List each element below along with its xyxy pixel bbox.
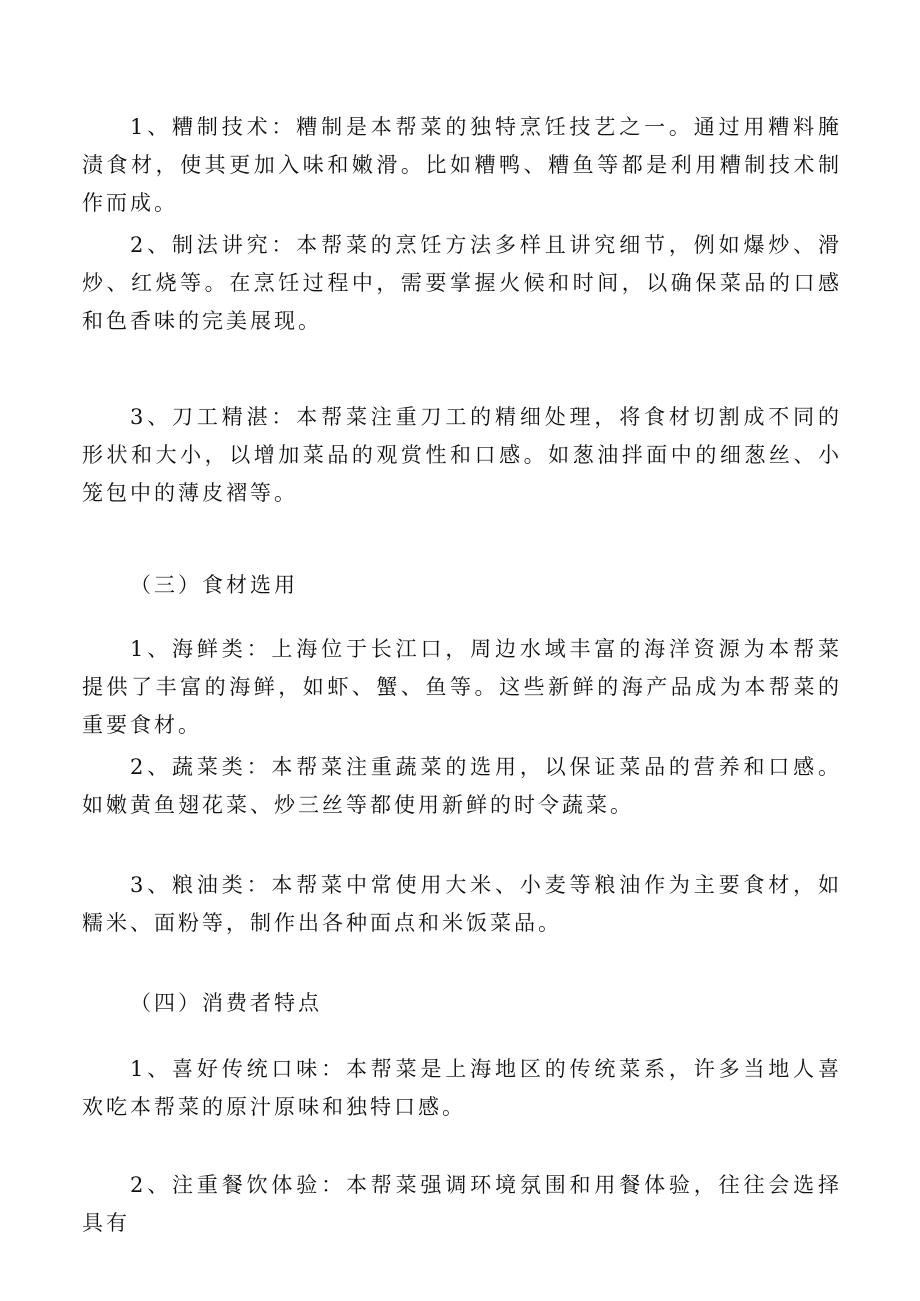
section-heading-ingredients: （三）食材选用 [130, 573, 298, 597]
paragraph-traditional-taste: 1、喜好传统口味：本帮菜是上海地区的传统菜系，许多当地人喜欢吃本帮菜的原汁原味和独特口感。 [82, 1057, 842, 1119]
paragraph-zaozhi: 1、糟制技术：糟制是本帮菜的独特烹饪技艺之一。通过用糟料腌渍食材，使其更加入味和嫩滑。比如糟鸭、糟鱼等都是利用糟制技术制作而成。 [82, 115, 842, 215]
paragraph-daogong: 3、刀工精湛：本帮菜注重刀工的精细处理，将食材切割成不同的形状和大小，以增加菜品的观赏性和口感。如葱油拌面中的细葱丝、小笼包中的薄皮褶等。 [82, 405, 842, 505]
paragraph-zhifa: 2、制法讲究：本帮菜的烹饪方法多样且讲究细节，例如爆炒、滑炒、红烧等。在烹饪过程中，需要掌握火候和时间，以确保菜品的口感和色香味的完美展现。 [82, 233, 842, 333]
paragraph-grain-oil: 3、粮油类：本帮菜中常使用大米、小麦等粮油作为主要食材，如糯米、面粉等，制作出各种面点和米饭菜品。 [82, 873, 842, 935]
paragraph-dining-experience: 2、注重餐饮体验：本帮菜强调环境氛围和用餐体验，往往会选择具有 [82, 1173, 842, 1235]
paragraph-vegetables: 2、蔬菜类：本帮菜注重蔬菜的选用，以保证菜品的营养和口感。如嫩黄鱼翅花菜、炒三丝等都使用新鲜的时令蔬菜。 [82, 755, 842, 817]
section-heading-consumers: （四）消费者特点 [130, 991, 322, 1015]
paragraph-seafood: 1、海鲜类：上海位于长江口，周边水域丰富的海洋资源为本帮菜提供了丰富的海鲜，如虾、蟹、鱼等。这些新鲜的海产品成为本帮菜的重要食材。 [82, 637, 842, 737]
